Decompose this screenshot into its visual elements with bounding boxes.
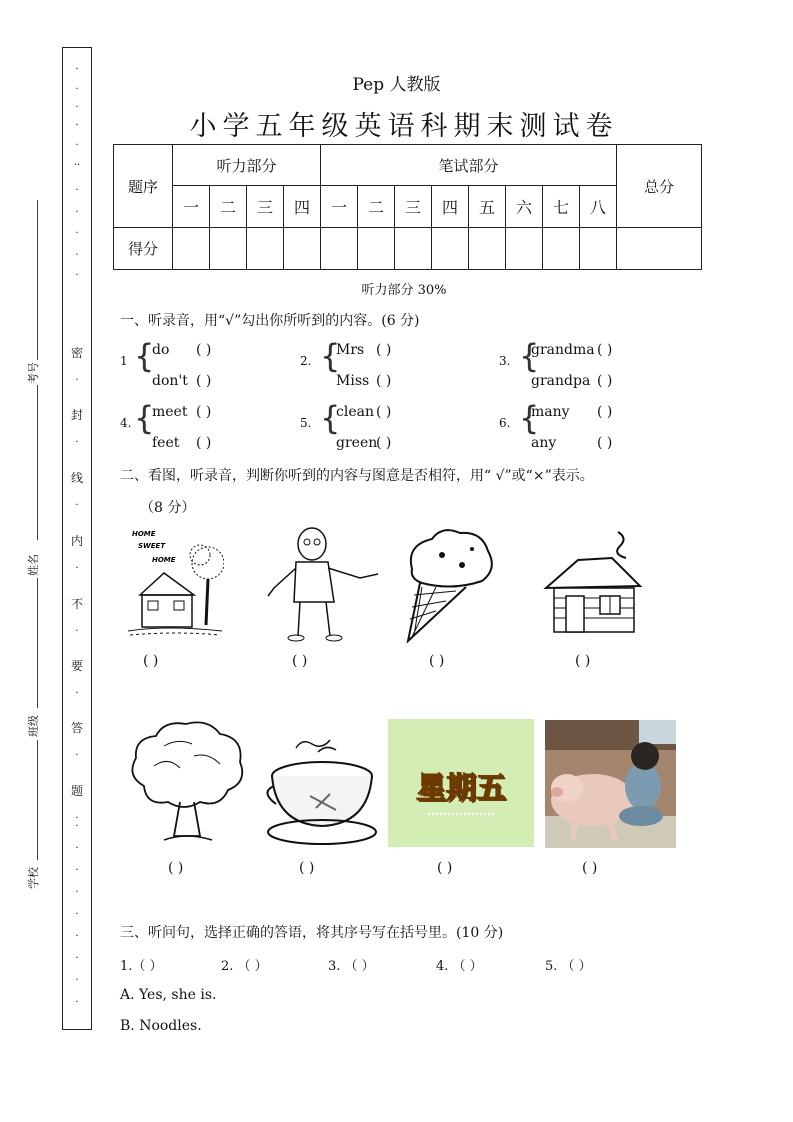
score-cell[interactable]	[506, 228, 543, 270]
answer-paren[interactable]: ( )	[597, 404, 613, 420]
part3-blank-4[interactable]: 4. （ ）	[436, 959, 483, 974]
seal-char: 密	[70, 346, 83, 360]
binding-dot: ·	[75, 626, 79, 637]
edition-label: Pep 人教版	[352, 75, 441, 95]
brace-icon: {	[134, 337, 155, 375]
friday-picture	[388, 719, 534, 847]
binding-dot: .	[75, 81, 79, 92]
score-cell[interactable]	[173, 228, 210, 270]
part3-option-a: A. Yes, she is.	[120, 987, 217, 1003]
score-row-label: 得分	[114, 228, 173, 270]
brace-icon: {	[519, 399, 540, 437]
brace-icon: {	[134, 399, 155, 437]
binding-dot: ·	[75, 375, 79, 386]
answer-paren[interactable]: ( )	[376, 435, 392, 451]
part3-blank-5[interactable]: 5. （ ）	[545, 959, 592, 974]
seal-char: 答	[70, 721, 83, 735]
writing-col: 七	[543, 186, 580, 228]
answer-paren-6[interactable]: ( )	[299, 860, 315, 876]
part3-option-b: B. Noodles.	[120, 1018, 202, 1034]
item-number: 4.	[120, 416, 132, 430]
answer-paren-4[interactable]: ( )	[575, 653, 591, 669]
part3-instruction: 三、听问句，选择正确的答语，将其序号写在括号里。(10 分)	[120, 925, 504, 941]
answer-paren-2[interactable]: ( )	[292, 653, 308, 669]
option-word: clean	[336, 404, 374, 420]
binding-dot: ·	[75, 821, 79, 832]
listening-col: 四	[284, 186, 321, 228]
friday-text: 星期五	[416, 771, 506, 806]
binding-dot: ·	[75, 843, 79, 854]
home-text-1: HOME	[132, 530, 156, 538]
binding-dot: ·	[75, 500, 79, 511]
writing-col: 四	[432, 186, 469, 228]
binding-dot: .	[75, 247, 79, 258]
binding-dot: ·	[75, 813, 79, 824]
binding-dot: .	[75, 225, 79, 236]
score-cell[interactable]	[395, 228, 432, 270]
binding-dot: ·	[75, 750, 79, 761]
score-cell[interactable]	[469, 228, 506, 270]
page-title: 小学五年级英语科期末测试卷	[189, 111, 619, 142]
writing-col: 三	[395, 186, 432, 228]
item-number: 1	[120, 354, 128, 368]
answer-paren[interactable]: ( )	[597, 342, 613, 358]
listening-section-title: 听力部分 30%	[361, 283, 447, 298]
answer-paren[interactable]: ( )	[376, 404, 392, 420]
writing-col: 五	[469, 186, 506, 228]
listening-header: 听力部分	[173, 145, 321, 186]
option-word: don't	[152, 373, 188, 389]
score-table	[113, 144, 702, 270]
writing-col: 六	[506, 186, 543, 228]
tea-cup-picture	[266, 734, 382, 850]
score-cell[interactable]	[358, 228, 395, 270]
listening-col: 二	[210, 186, 247, 228]
listening-col: 一	[173, 186, 210, 228]
ice-cream-picture	[402, 525, 498, 643]
answer-paren[interactable]: ( )	[196, 435, 212, 451]
binding-dot: ·	[75, 437, 79, 448]
binding-dot: .	[75, 99, 79, 110]
binding-dot: ·	[75, 563, 79, 574]
answer-paren-5[interactable]: ( )	[168, 860, 184, 876]
answer-paren-8[interactable]: ( )	[582, 860, 598, 876]
class-label: 班级	[27, 715, 40, 737]
binding-dot: .	[75, 61, 79, 72]
option-word: many	[531, 404, 570, 420]
binding-dot: .	[75, 117, 79, 128]
option-word: any	[531, 435, 557, 451]
name-label: 姓名	[27, 554, 40, 576]
binding-dot: ·	[75, 953, 79, 964]
option-word: feet	[152, 435, 180, 451]
binding-dot: ·	[75, 931, 79, 942]
binding-dot: .	[75, 182, 79, 193]
option-word: grandma	[531, 342, 595, 358]
score-cell[interactable]	[580, 228, 617, 270]
answer-paren[interactable]: ( )	[376, 373, 392, 389]
writing-header: 笔试部分	[321, 145, 617, 186]
answer-paren-7[interactable]: ( )	[437, 860, 453, 876]
brace-icon: {	[320, 337, 341, 375]
brace-icon: {	[320, 399, 341, 437]
binding-dot: ·	[75, 865, 79, 876]
binding-dot: ·	[75, 688, 79, 699]
answer-paren[interactable]: ( )	[196, 342, 212, 358]
answer-paren[interactable]: ( )	[196, 373, 212, 389]
binding-dot: ·	[75, 997, 79, 1008]
listening-col: 三	[247, 186, 284, 228]
binding-dot: ·	[75, 975, 79, 986]
writing-col: 二	[358, 186, 395, 228]
item-number: 5.	[300, 416, 312, 430]
home-text-2: SWEET	[138, 542, 166, 550]
option-word: do	[152, 342, 170, 358]
answer-paren-3[interactable]: ( )	[429, 653, 445, 669]
item-order-header: 题序	[114, 145, 173, 228]
binding-dot: ·	[75, 887, 79, 898]
seal-char: 线	[70, 471, 83, 485]
item-number: 3.	[499, 354, 511, 368]
home-sweet-home-picture	[126, 527, 224, 643]
binding-dot: .	[75, 137, 79, 148]
score-cell[interactable]	[247, 228, 284, 270]
score-cell[interactable]	[321, 228, 358, 270]
old-man-picture	[264, 522, 384, 644]
seal-char: 封	[70, 408, 83, 422]
seal-char: 不	[70, 597, 83, 611]
score-cell[interactable]	[543, 228, 580, 270]
pig-and-baby-photo	[545, 720, 676, 848]
option-word: grandpa	[531, 373, 591, 389]
school-line	[37, 740, 38, 860]
class-line	[37, 578, 38, 708]
school-label: 学校	[27, 867, 40, 889]
score-cell[interactable]	[284, 228, 321, 270]
seal-char: 要	[70, 659, 83, 673]
total-score-cell[interactable]	[617, 228, 702, 270]
answer-paren[interactable]: ( )	[597, 373, 613, 389]
answer-paren[interactable]: ( )	[196, 404, 212, 420]
writing-col: 八	[580, 186, 617, 228]
brace-icon: {	[519, 337, 540, 375]
part2-points: （8 分）	[140, 500, 196, 516]
total-header: 总分	[617, 145, 702, 228]
seal-char: 内	[70, 534, 83, 548]
cabin-picture	[542, 528, 648, 638]
score-cell[interactable]	[210, 228, 247, 270]
binding-dot: .	[75, 204, 79, 215]
part3-blank-3[interactable]: 3. （ ）	[328, 959, 375, 974]
writing-col: 一	[321, 186, 358, 228]
part3-blank-1[interactable]: 1.（ ）	[120, 959, 163, 974]
item-number: 6.	[499, 416, 511, 430]
binding-dot: ·	[75, 909, 79, 920]
answer-paren[interactable]: ( )	[376, 342, 392, 358]
part3-blank-2[interactable]: 2. （ ）	[221, 959, 268, 974]
answer-paren[interactable]: ( )	[597, 435, 613, 451]
binding-dot: .	[75, 267, 79, 278]
option-word: Mrs	[336, 342, 365, 358]
option-word: meet	[152, 404, 188, 420]
tree-picture	[124, 716, 250, 848]
answer-paren-1[interactable]: ( )	[143, 653, 159, 669]
name-line	[37, 385, 38, 540]
item-number: 2.	[300, 354, 312, 368]
part2-instruction: 二、看图，听录音，判断你听到的内容与图意是否相符，用“ √”或“×”表示。	[120, 468, 594, 484]
seal-char: 题	[70, 784, 83, 798]
binding-dot: ..	[73, 157, 81, 168]
part1-instruction: 一、听录音，用“√”勾出你所听到的内容。(6 分)	[120, 313, 420, 329]
option-word: Miss	[336, 373, 370, 389]
score-cell[interactable]	[432, 228, 469, 270]
option-word: green	[336, 435, 378, 451]
home-text-3: HOME	[152, 556, 176, 564]
exam-no-label: 考号	[27, 362, 40, 384]
